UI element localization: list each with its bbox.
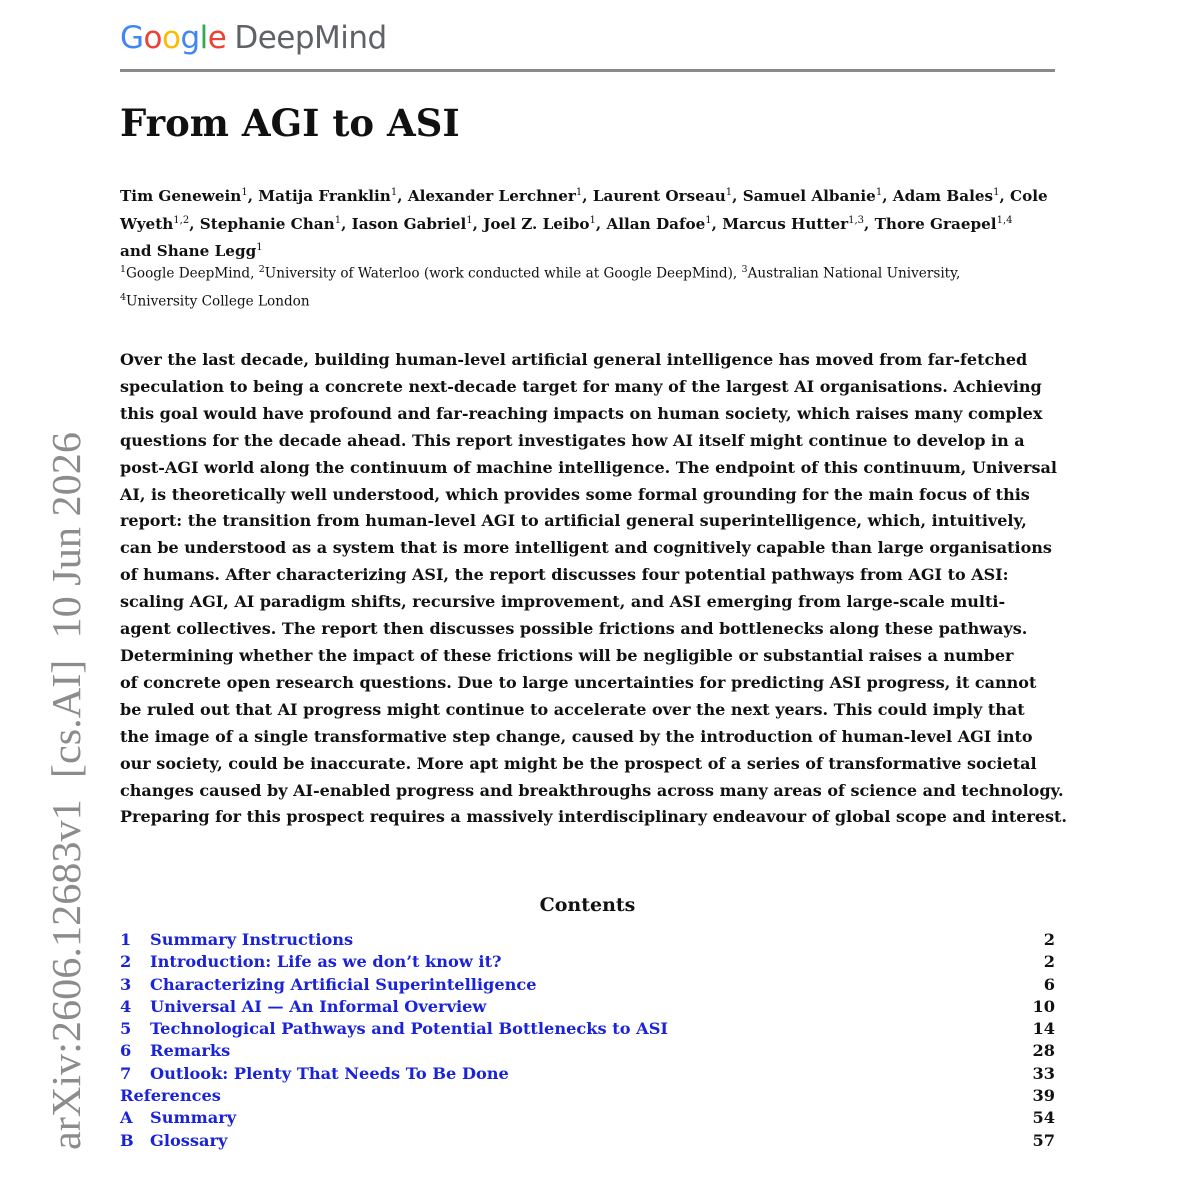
author: Cole [1010, 187, 1048, 206]
abstract-line: of humans. After characterizing ASI, the report discusses four potential pathways from AGI to ASI: [120, 565, 1009, 585]
author-list [120, 181, 1055, 264]
author: Marcus Hutter$^{1,3}$, [722, 214, 875, 233]
abstract-line: speculation to being a concrete next-decade target for many of the largest AI organisations. Achieving [120, 376, 1042, 396]
abstract-line: Determining whether the impact of these frictions will be negligible or substantial raises a number [120, 645, 1014, 665]
table-of-contents [120, 929, 1055, 1152]
header-rule [120, 69, 1055, 72]
author: Laurent Orseau$^1$, [592, 187, 743, 206]
toc-entry-page: 2 [1043, 952, 1055, 972]
logo-deepmind-text: DeepMind [234, 20, 387, 56]
arxiv-stamp-text: arXiv:2606.12683v1 [cs.AI] 10 Jun 2026 [43, 453, 89, 1150]
author: Samuel Albanie$^1$, [742, 187, 893, 206]
toc-entry-link[interactable]: Summary Instructions [150, 930, 354, 949]
affiliation-line: $^1$Google DeepMind, $^2$University of Waterloo (work conducted while at Google DeepMind), $^3$Australian National University, [120, 264, 961, 282]
toc-entry-number[interactable]: 2 [120, 952, 132, 972]
toc-entry[interactable] [120, 996, 1055, 1018]
abstract-line: questions for the decade ahead. This report investigates how AI itself might continue to develop in a [120, 430, 1025, 450]
toc-entry[interactable] [120, 1107, 1055, 1129]
author: Joel Z. Leibo$^1$, [483, 214, 607, 233]
toc-entry-number[interactable]: A [120, 1108, 133, 1128]
abstract-line: can be understood as a system that is more intelligent and cognitively capable than large organisations [120, 538, 1052, 558]
abstract-line: Preparing for this prospect requires a massively interdisciplinary endeavour of global scope and interest. [120, 807, 1067, 827]
abstract-line: this goal would have profound and far-reaching impacts on human society, which raises many complex [120, 403, 1043, 423]
toc-entry-number[interactable]: 4 [120, 996, 132, 1016]
author: Allan Dafoe$^1$, [606, 214, 723, 233]
toc-entry[interactable] [120, 951, 1055, 973]
abstract-line: changes caused by AI-enabled progress and breakthroughs across many areas of science and technology. [120, 780, 1064, 800]
author: Wyeth$^{1,2}$, [120, 214, 200, 233]
abstract-line: post-AGI world along the continuum of machine intelligence. The endpoint of this continuum, Universal [120, 457, 1057, 477]
logo-letter: o [162, 20, 181, 56]
toc-entry[interactable] [120, 1130, 1055, 1152]
abstract-line: report: the transition from human-level AGI to artificial general superintelligence, which, intuitively, [120, 511, 1027, 531]
toc-entry-page: 6 [1043, 974, 1055, 994]
google-deepmind-logo [120, 20, 387, 56]
toc-entry-page: 39 [1032, 1086, 1055, 1106]
author: Stephanie Chan$^1$, [199, 214, 352, 233]
affiliations [120, 258, 1055, 313]
toc-entry-number[interactable]: 6 [120, 1041, 132, 1061]
toc-entry-page: 28 [1032, 1041, 1055, 1061]
toc-entry-page: 33 [1032, 1063, 1055, 1083]
toc-entry-page: 57 [1032, 1130, 1055, 1150]
logo-letter: o [143, 20, 162, 56]
toc-entry-page: 54 [1032, 1108, 1055, 1128]
toc-entry[interactable] [120, 1040, 1055, 1062]
toc-entry[interactable] [120, 974, 1055, 996]
abstract [120, 347, 1067, 831]
arxiv-stamp-svg [6, 430, 106, 1150]
toc-entry-number[interactable]: 3 [120, 974, 132, 994]
toc-entry[interactable] [120, 929, 1055, 951]
author-line [120, 181, 1055, 209]
toc-entry[interactable] [120, 1063, 1055, 1085]
abstract-line: of concrete open research questions. Due to large uncertainties for predicting ASI progress, it cannot [120, 672, 1037, 692]
affiliation-line: $^4$University College London [120, 291, 310, 310]
contents-heading: Contents [539, 894, 636, 916]
toc-entry-link[interactable]: Universal AI — An Informal Overview [150, 996, 487, 1016]
abstract-line: Over the last decade, building human-level artificial general intelligence has moved from far-fetched [120, 350, 1028, 369]
toc-entry-link[interactable]: Technological Pathways and Potential Bottlenecks to ASI [150, 1019, 668, 1039]
toc-entry-link[interactable]: Glossary [150, 1130, 228, 1150]
logo-letter: g [180, 20, 200, 56]
toc-entry-number[interactable]: 1 [120, 930, 132, 949]
author: Matija Franklin$^1$, [258, 187, 408, 206]
toc-entry[interactable] [120, 1085, 1055, 1107]
toc-entry-number[interactable]: 5 [120, 1019, 132, 1039]
toc-entry-link[interactable]: Remarks [150, 1041, 231, 1061]
author-line [120, 209, 1055, 237]
abstract-line: the image of a single transformative step change, caused by the introduction of human-level AGI into [120, 726, 1033, 746]
author: Tim Genewein$^1$, [120, 187, 259, 206]
logo-letter: e [207, 20, 227, 56]
abstract-line: AI, is theoretically well understood, which provides some formal grounding for the main focus of this [120, 484, 1030, 504]
author: Alexander Lerchner$^1$, [407, 187, 593, 206]
author: Adam Bales$^1$, [892, 187, 1011, 206]
toc-entry-link[interactable]: Summary [150, 1108, 237, 1128]
abstract-line: be ruled out that AI progress might continue to accelerate over the next years. This could imply that [120, 699, 1025, 719]
toc-entry-link[interactable]: References [120, 1086, 221, 1106]
toc-entry-page: 2 [1043, 930, 1055, 949]
logo-letter: G [120, 20, 144, 56]
toc-entry-number[interactable]: 7 [120, 1063, 132, 1083]
abstract-line: scaling AGI, AI paradigm shifts, recursive improvement, and ASI emerging from large-scale multi- [120, 592, 1006, 612]
paper-title: From AGI to ASI [120, 101, 460, 145]
arxiv-stamp [6, 430, 106, 1150]
toc-entry-link[interactable]: Characterizing Artificial Superintelligence [150, 974, 537, 994]
toc-entry-number[interactable]: B [120, 1130, 134, 1150]
abstract-line: our society, could be inaccurate. More apt might be the prospect of a series of transformative societal [120, 753, 1037, 773]
author: Iason Gabriel$^1$, [351, 214, 484, 233]
author: Thore Graepel$^{1,4}$ [874, 214, 1013, 233]
toc-entry-page: 14 [1032, 1019, 1055, 1039]
abstract-line: agent collectives. The report then discusses possible frictions and bottlenecks along these pathways. [120, 619, 1028, 639]
toc-entry-page: 10 [1032, 996, 1055, 1016]
toc-entry-link[interactable]: Outlook: Plenty That Needs To Be Done [150, 1063, 509, 1083]
author: and Shane Legg$^1$ [120, 242, 263, 261]
logo-letter: l [199, 20, 208, 56]
toc-entry[interactable] [120, 1018, 1055, 1040]
toc-entry-link[interactable]: Introduction: Life as we don’t know it? [150, 952, 502, 972]
